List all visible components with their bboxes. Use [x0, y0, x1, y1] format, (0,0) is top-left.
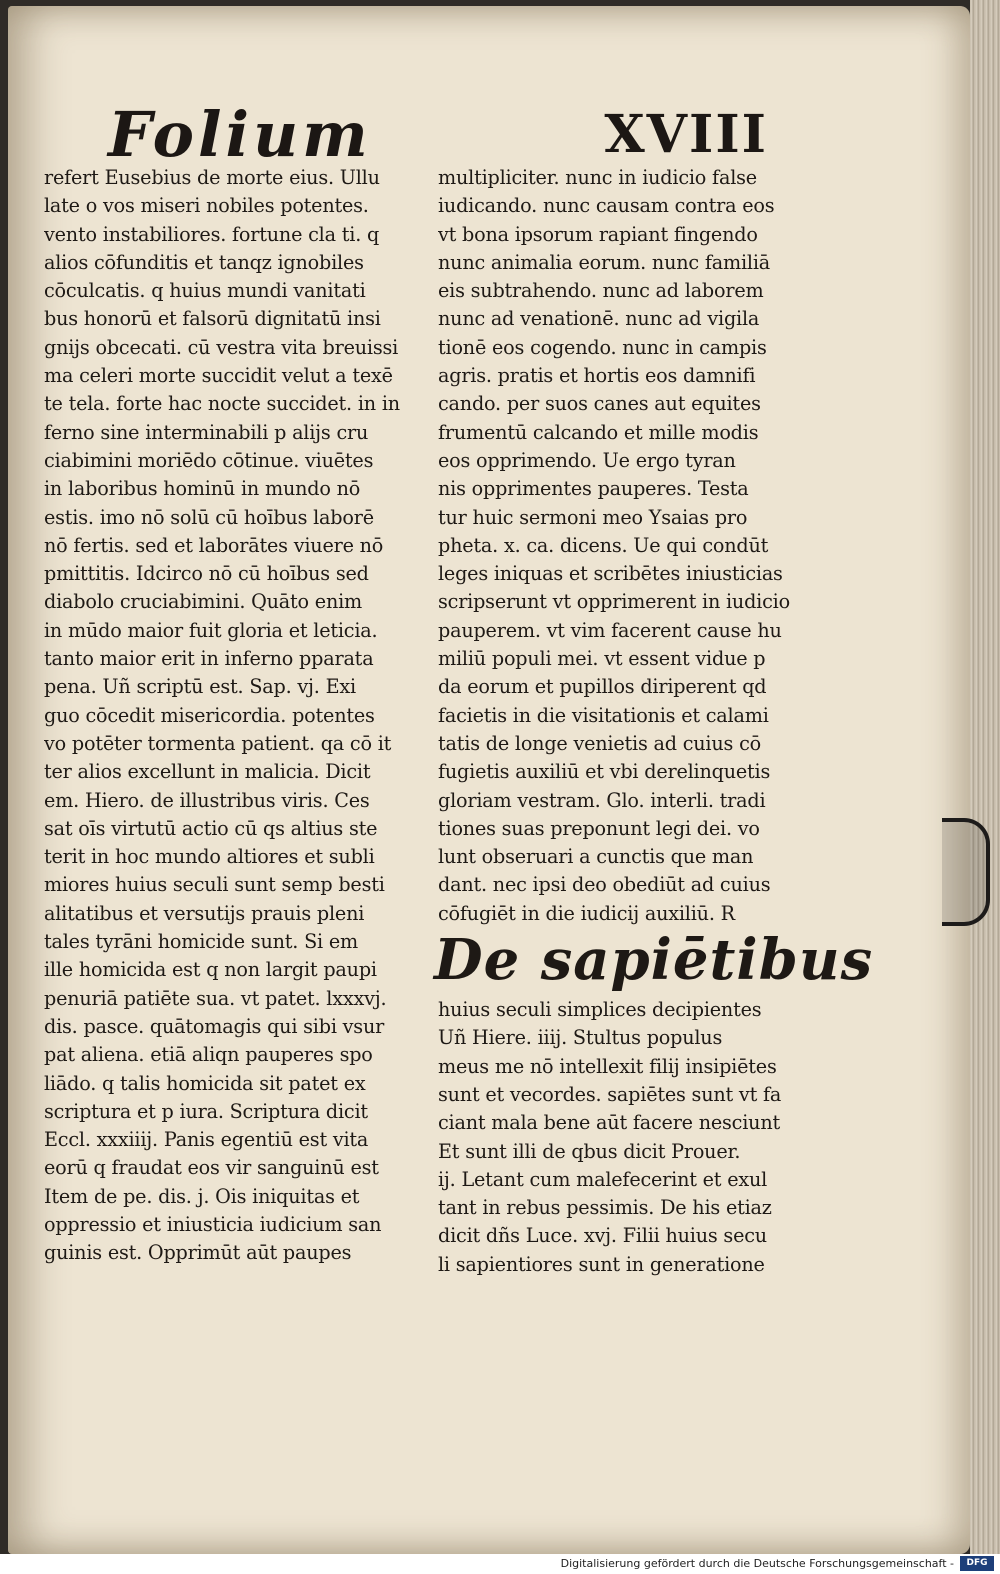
text-line: alios cōfunditis et tanqz ignobiles — [44, 250, 364, 274]
funding-credit: Digitalisierung gefördert durch die Deutsche Forschungsgemeinschaft - — [560, 1557, 954, 1570]
dfg-logo-icon: DFG — [960, 1556, 994, 1571]
text-line: Eccl. xxxiiij. Panis egentiū est vita — [44, 1128, 369, 1152]
text-line: iudicando. nunc causam contra eos — [438, 194, 775, 218]
text-line: tant in rebus pessimis. De his etiaz — [438, 1196, 772, 1220]
text-line: tur huic sermoni meo Ysaias pro — [438, 505, 748, 529]
digitization-footer — [0, 1554, 1000, 1574]
text-line: scriptura et p iura. Scriptura dicit — [44, 1099, 368, 1123]
text-line: nō fertis. sed et laborātes viuere nō — [44, 533, 384, 557]
text-line: meus me nō intellexit filij insipiētes — [438, 1054, 777, 1078]
text-line: tanto maior erit in inferno pparata — [44, 647, 374, 671]
text-line: in mūdo maior fuit gloria et leticia. — [44, 618, 378, 642]
page-header — [108, 98, 768, 171]
section-heading: De sapiētibus — [434, 927, 874, 994]
text-line: guinis est. Opprimūt aūt paupes — [44, 1241, 352, 1265]
text-line: da eorum et pupillos diriperent qd — [438, 675, 767, 699]
left-text-column — [44, 164, 434, 1268]
text-line: late o vos miseri nobiles potentes. — [44, 194, 369, 218]
text-line: vento instabiliores. fortune cla ti. q — [44, 222, 380, 246]
text-line: facietis in die visitationis et calami — [438, 703, 769, 727]
text-line: cando. per suos canes aut equites — [438, 392, 761, 416]
text-line: li sapientiores sunt in generatione — [438, 1252, 765, 1276]
text-line: alitatibus et versutijs prauis pleni — [44, 901, 365, 925]
text-line: ij. Letant cum malefecerint et exul — [438, 1167, 768, 1191]
text-line: eos opprimendo. Ue ergo tyran — [438, 448, 736, 472]
text-line: gloriam vestram. Glo. interli. tradi — [438, 788, 766, 812]
text-line: Item de pe. dis. j. Ois iniquitas et — [44, 1184, 360, 1208]
text-line: guo cōcedit misericordia. potentes — [44, 703, 375, 727]
text-line: tales tyrāni homicide sunt. Si em — [44, 930, 359, 954]
text-line: leges iniquas et scribētes iniusticias — [438, 562, 783, 586]
text-line: vo potēter tormenta patient. qa cō it — [44, 731, 392, 755]
text-line: miores huius seculi sunt semp besti — [44, 873, 385, 897]
text-line: gnijs obcecati. cū vestra vita breuissi — [44, 335, 399, 359]
text-line: ter alios excellunt in malicia. Dicit — [44, 760, 371, 784]
text-line: lunt obseruari a cunctis que man — [438, 845, 754, 869]
text-line: agris. pratis et hortis eos damnifi — [438, 364, 756, 388]
right-column-top — [438, 164, 818, 928]
text-line: sat oīs virtutū actio cū qs altius ste — [44, 816, 378, 840]
folio-number: XVIII — [604, 104, 768, 165]
text-line: cōfugiēt in die iudicij auxiliū. R — [438, 901, 735, 925]
text-line: liādo. q talis homicida sit patet ex — [44, 1071, 366, 1095]
text-line: Uñ Hiere. iiij. Stultus populus — [438, 1026, 723, 1050]
text-line: pauperem. vt vim facerent cause hu — [438, 618, 782, 642]
text-line: vt bona ipsorum rapiant fingendo — [438, 222, 758, 246]
text-line: multipliciter. nunc in iudicio false — [438, 166, 757, 189]
text-line: diabolo cruciabimini. Quāto enim — [44, 590, 363, 614]
text-line: in laboribus hominū in mundo nō — [44, 477, 361, 501]
text-line: tiones suas preponunt legi dei. vo — [438, 816, 760, 840]
text-line: pat aliena. etiā aliqn pauperes spo — [44, 1043, 373, 1067]
right-text-column — [434, 164, 874, 1279]
text-line: ciabimini moriēdo cōtinue. viuētes — [44, 448, 374, 472]
page-edges — [970, 0, 1000, 1574]
text-line: nunc ad venationē. nunc ad vigila — [438, 307, 760, 331]
running-title: Folium — [108, 98, 372, 171]
text-line: ciant mala bene aūt facere nesciunt — [438, 1111, 780, 1135]
text-line: pheta. x. ca. dicens. Ue qui condūt — [438, 533, 769, 557]
text-line: terit in hoc mundo altiores et subli — [44, 845, 375, 869]
text-line: dis. pasce. quātomagis qui sibi vsur — [44, 1014, 385, 1038]
text-line: tionē eos cogendo. nunc in campis — [438, 335, 767, 359]
right-column-bottom — [438, 996, 818, 1279]
text-line: fugietis auxiliū et vbi derelinquetis — [438, 760, 771, 784]
page-clip — [942, 818, 990, 926]
text-line: tatis de longe venietis ad cuius cō — [438, 731, 761, 755]
text-line: eorū q fraudat eos vir sanguinū est — [44, 1156, 379, 1180]
text-line: dant. nec ipsi deo obediūt ad cuius — [438, 873, 771, 897]
text-line: oppressio et iniusticia iudicium san — [44, 1212, 382, 1236]
text-line: ferno sine interminabili p alijs cru — [44, 420, 369, 444]
text-line: te tela. forte hac nocte succidet. in in — [44, 392, 400, 416]
text-line: dicit dñs Luce. xvj. Filii huius secu — [438, 1224, 767, 1248]
text-line: frumentū calcando et mille modis — [438, 420, 759, 444]
text-line: huius seculi simplices decipientes — [438, 998, 762, 1022]
text-line: nunc animalia eorum. nunc familiā — [438, 250, 771, 274]
text-line: sunt et vecordes. sapiētes sunt vt fa — [438, 1082, 782, 1106]
text-line: bus honorū et falsorū dignitatū insi — [44, 307, 381, 331]
text-line: penuriā patiēte sua. vt patet. lxxxvj. — [44, 986, 387, 1010]
text-line: pena. Uñ scriptū est. Sap. vj. Exi — [44, 675, 356, 699]
text-line: estis. imo nō solū cū hoībus laborē — [44, 505, 374, 529]
text-line: ma celeri morte succidit velut a texē — [44, 364, 393, 388]
text-line: em. Hiero. de illustribus viris. Ces — [44, 788, 370, 812]
text-line: ille homicida est q non largit paupi — [44, 958, 377, 982]
text-line: Et sunt illi de qbus dicit Prouer. — [438, 1139, 741, 1163]
text-line: cōculcatis. q huius mundi vanitati — [44, 279, 366, 303]
text-line: pmittitis. Idcirco nō cū hoībus sed — [44, 562, 369, 586]
text-line: scripserunt vt opprimerent in iudicio — [438, 590, 790, 614]
text-line: miliū populi mei. vt essent vidue p — [438, 647, 766, 671]
text-line: refert Eusebius de morte eius. Ullu — [44, 166, 380, 189]
book-page — [8, 6, 970, 1554]
text-line: nis opprimentes pauperes. Testa — [438, 477, 749, 501]
text-line: eis subtrahendo. nunc ad laborem — [438, 279, 764, 303]
